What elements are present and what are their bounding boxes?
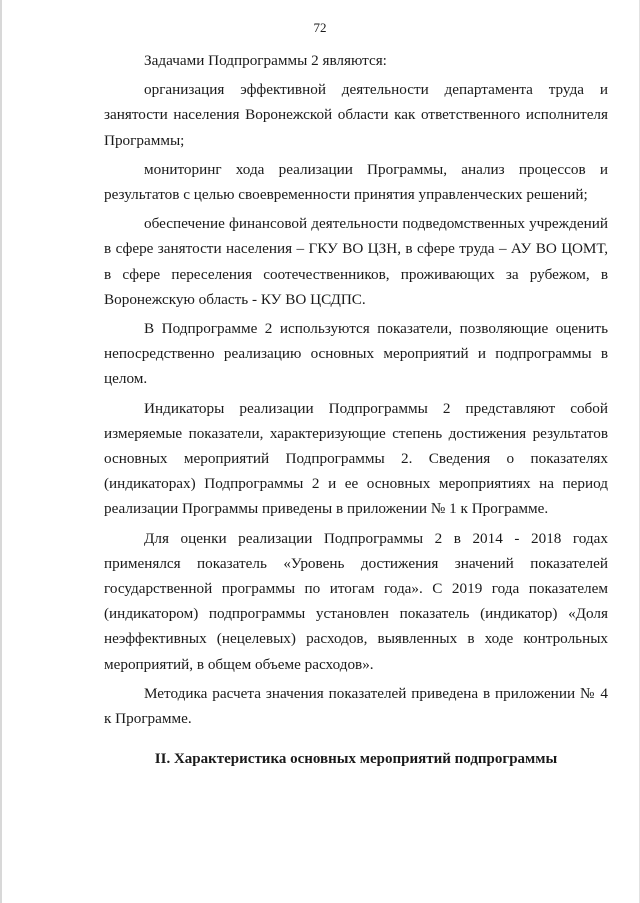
paragraph-task-organization: организация эффективной деятельности департамента труда и занятости населения Воронежской области как ответственного исполнителя Программы; xyxy=(104,81,608,149)
paragraph-indicators-usage: В Подпрограмме 2 используются показатели, позволяющие оценить непосредственно реализацию основных мероприятий и подпрограммы в целом. xyxy=(104,320,608,388)
paragraph-indicators-description: Индикаторы реализации Подпрограммы 2 представляют собой измеряемые показатели, характеризующие степень достижения результатов основных мероприятий Подпрограммы 2. Сведения о показателях (индикаторах) Подпрограммы 2 и ее основных мероприятиях на период реализации Программы приведены в приложении № 1 к Программе. xyxy=(104,399,608,518)
paragraph-task-financing: обеспечение финансовой деятельности подведомственных учреждений в сфере занятости населения – ГКУ ВО ЦЗН, в сфере труда – АУ ВО ЦОМТ, в сфере переселения соотечественников, проживающих за рубежом, в Воронежскую область - КУ ВО ЦСДПС. xyxy=(104,215,608,308)
paragraph-task-monitoring: мониторинг хода реализации Программы, анализ процессов и результатов с целью своевременности принятия управленческих решений; xyxy=(104,160,608,204)
page-number: 72 xyxy=(313,20,327,35)
page-left-edge xyxy=(0,0,2,903)
paragraph-tasks-intro: Задачами Подпрограммы 2 являются: xyxy=(144,52,387,69)
document-body xyxy=(104,48,608,735)
paragraph-evaluation: Для оценки реализации Подпрограммы 2 в 2014 - 2018 годах применялся показатель «Уровень достижения значений показателей государственной программы по итогам года». С 2019 года показателем (индикатором) подпрограммы установлен показатель (индикатор) «Доля неэффективных (нецелевых) расходов, выявленных в ходе контрольных мероприятий, в общем объеме расходов». xyxy=(104,529,608,673)
section-heading: II. Характеристика основных мероприятий подпрограммы xyxy=(154,751,558,767)
paragraph-methodology: Методика расчета значения показателей приведена в приложении № 4 к Программе. xyxy=(104,684,608,728)
